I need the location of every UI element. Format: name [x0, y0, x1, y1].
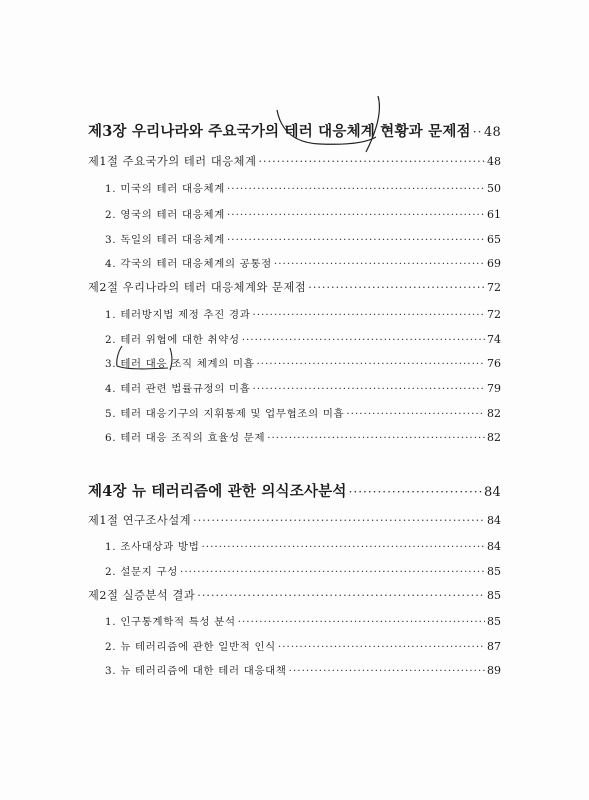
page-number: 72 [487, 308, 501, 321]
page-number: 74 [487, 333, 501, 346]
chapter-title: 제4장 뉴 테러리즘에 관한 의식조사분석 [88, 483, 347, 500]
toc-item[interactable] [105, 380, 501, 395]
dot-leader [289, 665, 485, 677]
dot-leader [197, 589, 485, 602]
page-number: 87 [487, 640, 501, 653]
toc-item[interactable] [105, 638, 501, 653]
dot-leader [258, 155, 485, 168]
toc-item[interactable] [105, 563, 501, 578]
page-number: 84 [484, 485, 501, 500]
item-title: 3. 독일의 테러 대응체계 [105, 234, 225, 246]
dot-leader [193, 514, 485, 527]
page-number: 85 [487, 589, 501, 602]
chapter-heading[interactable] [88, 120, 501, 141]
item-title: 2. 설문지 구성 [105, 566, 179, 578]
toc-item[interactable] [105, 331, 501, 346]
toc-item[interactable] [105, 306, 501, 321]
dot-leader [346, 408, 485, 420]
item-title: 4. 테러 관련 법률규정의 미흡 [105, 383, 251, 395]
toc-item[interactable] [105, 613, 501, 628]
section-title: 제1절 연구조사설계 [88, 514, 192, 527]
chapter-heading[interactable] [88, 480, 501, 501]
section-title: 제1절 주요국가의 테러 대응체계 [88, 155, 257, 168]
page-number: 79 [487, 382, 501, 395]
dot-leader [278, 641, 485, 653]
page-number: 48 [487, 155, 501, 168]
section-heading[interactable] [88, 587, 501, 603]
page-number: 61 [487, 208, 501, 221]
dot-leader [473, 125, 482, 139]
page-number: 50 [487, 182, 501, 195]
section-heading[interactable] [88, 153, 501, 169]
item-title: 6. 테러 대응 조직의 효율성 문제 [105, 432, 266, 444]
item-title: 3. 뉴 테러리즘에 대한 테러 대응대책 [105, 665, 287, 677]
page-number: 89 [487, 664, 501, 677]
section-title: 제2절 실증분석 결과 [88, 589, 196, 602]
dot-leader [274, 258, 485, 270]
toc-item[interactable] [105, 355, 501, 370]
section-title: 제2절 우리나라의 테러 대응체계와 문제점 [88, 281, 307, 294]
page-number: 82 [487, 407, 501, 420]
dot-leader [227, 234, 485, 246]
page-number: 76 [487, 357, 501, 370]
dot-leader [242, 334, 485, 346]
item-title: 5. 테러 대응기구의 지휘통제 및 업무협조의 미흡 [105, 408, 345, 420]
toc-item[interactable] [105, 231, 501, 246]
page-number: 82 [487, 431, 501, 444]
toc-item[interactable] [105, 255, 501, 270]
dot-leader [252, 383, 485, 395]
item-title: 1. 테러방지법 제정 추진 경과 [105, 309, 251, 321]
page-number: 84 [487, 540, 501, 553]
dot-leader [180, 566, 485, 578]
dot-leader [267, 432, 485, 444]
chapter-title: 제3장 우리나라와 주요국가의 테러 대응체계 현황과 문제점 [88, 123, 471, 140]
dot-leader [252, 309, 485, 321]
dot-leader [201, 541, 485, 553]
dot-leader [227, 209, 485, 221]
toc-item[interactable] [105, 538, 501, 553]
page-number: 85 [487, 615, 501, 628]
page-number: 85 [487, 565, 501, 578]
toc-item[interactable] [105, 662, 501, 677]
page-number: 65 [487, 233, 501, 246]
item-title: 1. 미국의 테러 대응체계 [105, 183, 225, 195]
item-title: 3. 테러 대응 조직 체계의 미흡 [105, 358, 255, 370]
item-title: 1. 조사대상과 방법 [105, 541, 200, 553]
dot-leader [256, 358, 485, 370]
item-title: 2. 영국의 테러 대응체계 [105, 209, 225, 221]
page-number: 72 [487, 281, 501, 294]
item-title: 1. 인구통계학적 특성 분석 [105, 616, 236, 628]
dot-leader [227, 183, 485, 195]
dot-leader [238, 616, 485, 628]
dot-leader [349, 485, 482, 499]
page-number: 84 [487, 514, 501, 527]
section-heading[interactable] [88, 512, 501, 528]
toc-item[interactable] [105, 429, 501, 444]
toc-item[interactable] [105, 206, 501, 221]
item-title: 2. 뉴 테러리즘에 관한 일반적 인식 [105, 641, 276, 653]
page-number: 69 [487, 257, 501, 270]
toc-item[interactable] [105, 180, 501, 195]
item-title: 4. 각국의 테러 대응체계의 공통점 [105, 258, 272, 270]
dot-leader [308, 281, 485, 294]
section-heading[interactable] [88, 279, 501, 295]
toc-item[interactable] [105, 405, 501, 420]
item-title: 2. 테러 위협에 대한 취약성 [105, 334, 240, 346]
page-number: 48 [484, 125, 501, 140]
